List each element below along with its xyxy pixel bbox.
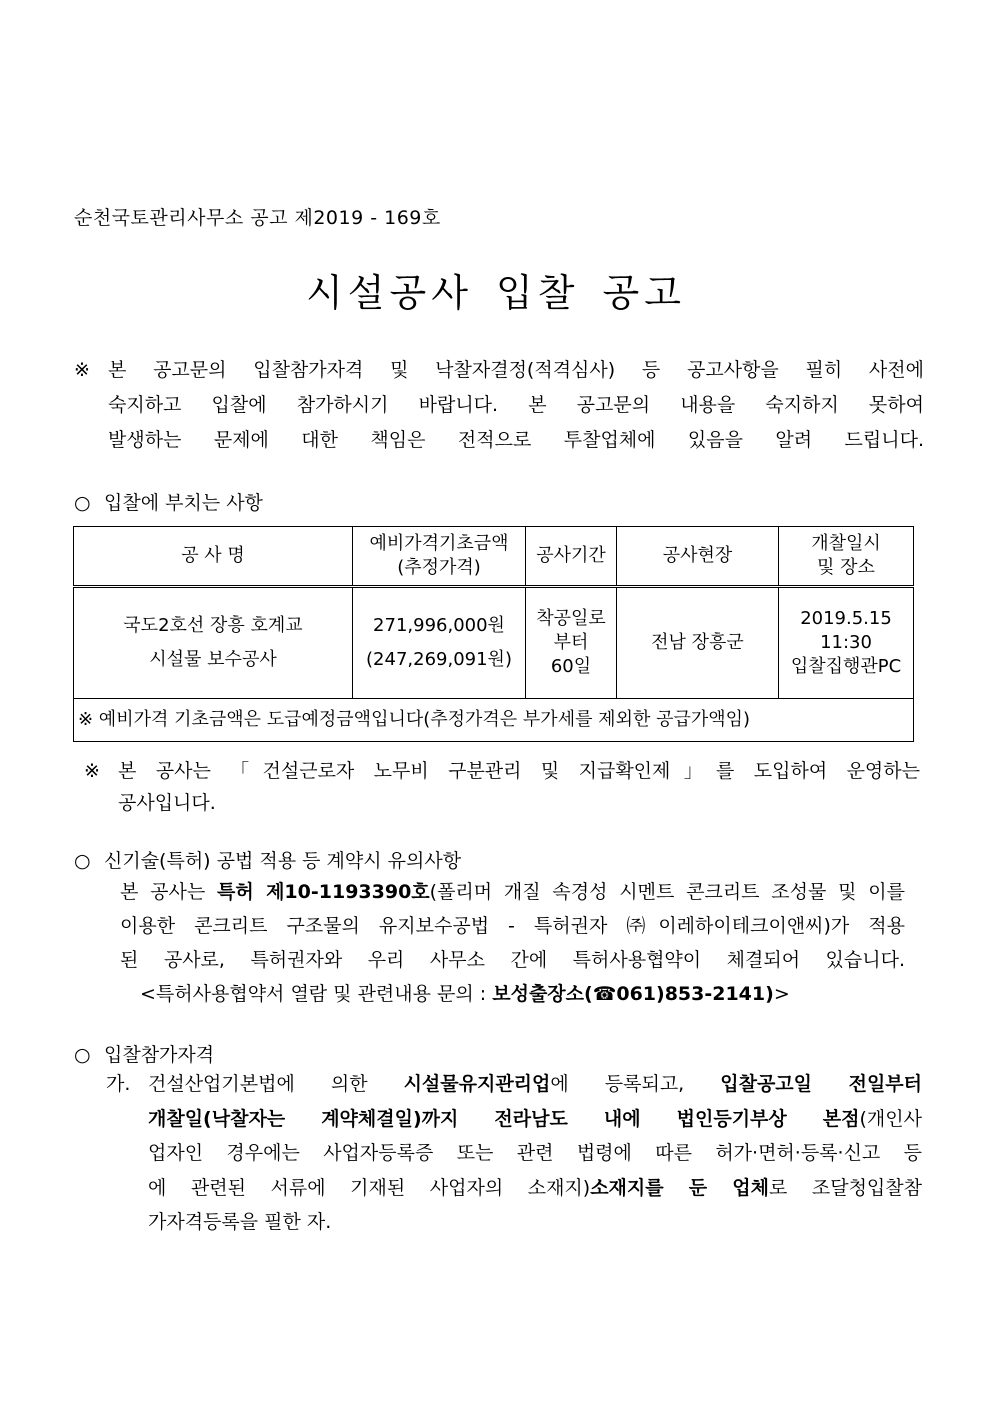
circle-bullet-icon: ○: [74, 1044, 91, 1066]
patent-paragraph: [120, 875, 905, 1011]
cell-text: 착공일로: [536, 608, 606, 629]
patent-line-2: 이용한 콘크리트 구조물의 유지보수공법 - 특허권자 ㈜이레하이테크이앤씨)가 적용: [120, 915, 905, 937]
qual-bold: 소재지를 둔 업체: [590, 1176, 769, 1199]
table-row: [74, 587, 914, 699]
labor-note-text: 본 공사는 「건설근로자 노무비 구분관리 및 지급확인제」를 도입하여 운영하는: [118, 760, 920, 782]
circle-bullet-icon: ○: [74, 850, 91, 872]
header-text: 예비가격기초금액: [369, 533, 509, 554]
patent-line-4: [120, 977, 905, 1011]
document-number: 순천국토관리사무소 공고 제2019 - 169호: [74, 207, 441, 229]
qual-text: 건설산업기본법에 의한: [148, 1073, 404, 1095]
qual-line-1: [106, 1067, 922, 1102]
cell-opening: [779, 587, 914, 699]
notice-line-3: 발생하는 문제에 대한 책임은 전적으로 투찰업체에 있음을 알려 드립니다.: [108, 429, 924, 451]
cell-text: 2019.5.15: [800, 608, 892, 629]
cell-text: 입찰집행관PC: [790, 656, 902, 677]
section-heading-qualification: [74, 1040, 214, 1067]
section-title: 신기술(특허) 공법 적용 등 계약시 유의사항: [104, 850, 462, 872]
cell-base-price: [353, 587, 526, 699]
reference-mark: ※: [84, 760, 100, 782]
qual-bold: 개찰일(낙찰자는 계약체결일)까지 전라남도 내에 법인등기부상 본점: [148, 1107, 860, 1130]
header-base-price: [353, 527, 526, 587]
header-text: 및 장소: [817, 557, 875, 578]
qual-line-4: [106, 1171, 922, 1206]
notice-text-1: 본 공고문의 입찰참가자격 및 낙찰자결정(적격심사) 등 공고사항을 필히 사전에: [108, 359, 924, 381]
notice-line-2: 숙지하고 입찰에 참가하시기 바랍니다. 본 공고문의 내용을 숙지하지 못하여: [108, 394, 924, 416]
patent-text: (폴리머 개질 속경성 시멘트 콘크리트 조성물 및 이를: [429, 881, 906, 903]
qual-line-5: 가자격등록을 필한 자.: [148, 1211, 332, 1233]
inquiry-contact: 보성출장소(☎061)853-2141): [492, 983, 774, 1005]
labor-note-line-1: [84, 755, 920, 787]
header-period: 공사기간: [526, 527, 617, 587]
reference-mark: ※: [74, 359, 90, 381]
qual-line-2: [106, 1102, 922, 1137]
section-title: 입찰참가자격: [104, 1044, 215, 1066]
item-label: 가.: [106, 1073, 131, 1095]
patent-text: 본 공사는: [120, 881, 217, 903]
qualification-paragraph: [106, 1067, 922, 1240]
cell-text: 부터: [553, 632, 589, 653]
table-note: ※ 예비가격 기초금액은 도급예정금액입니다(추정가격은 부가세를 제외한 공급가액임): [74, 699, 914, 742]
header-text: (추정가격): [397, 557, 481, 578]
inquiry-text: <특허사용협약서 열람 및 관련내용 문의 :: [140, 983, 493, 1005]
header-opening: [779, 527, 914, 587]
cell-text: (247,269,091원): [366, 649, 512, 670]
labor-note-line-2: 공사입니다.: [118, 792, 216, 814]
cell-project-name: [74, 587, 353, 699]
qual-line-3: 업자인 경우에는 사업자등록증 또는 관련 법령에 따른 허가·면허·등록·신고 등: [148, 1142, 922, 1164]
notice-block: [74, 353, 924, 458]
bid-table: [73, 526, 914, 742]
cell-text: 시설물 보수공사: [149, 649, 277, 670]
table-header-row: [74, 527, 914, 587]
table-note-row: [74, 699, 914, 742]
patent-number: 특허 제10-1193390호: [217, 881, 430, 903]
cell-text: 국도2호선 장흥 호계교: [123, 615, 303, 636]
patent-line-1: [120, 875, 905, 909]
qual-text: 로 조달청입찰참: [768, 1176, 922, 1199]
qual-bold: 입찰공고일 전일부터: [720, 1073, 923, 1095]
cell-site: 전남 장흥군: [617, 587, 779, 699]
cell-text: 60일: [550, 656, 592, 677]
section-heading-bid-items: [74, 488, 263, 515]
section-title: 입찰에 부치는 사항: [104, 492, 263, 514]
header-text: 개찰일시: [811, 533, 881, 554]
notice-line-1: [74, 353, 924, 388]
cell-text: 11:30: [820, 632, 872, 653]
qual-text: 에 관련된 서류에 기재된 사업자의 소재지): [148, 1176, 591, 1199]
patent-line-3: 된 공사로, 특허권자와 우리 사무소 간에 특허사용협약이 체결되어 있습니다.: [120, 949, 905, 971]
header-site: 공사현장: [617, 527, 779, 587]
section-heading-patent: [74, 846, 461, 873]
qual-text: (개인사: [859, 1107, 922, 1130]
cell-period: [526, 587, 617, 699]
qual-bold: 시설물유지관리업: [403, 1073, 551, 1095]
qual-text: 에 등록되고,: [550, 1073, 721, 1095]
header-project-name: 공 사 명: [74, 527, 353, 587]
circle-bullet-icon: ○: [74, 492, 91, 514]
page-title: 시설공사 입찰 공고: [306, 271, 686, 315]
cell-text: 271,996,000원: [373, 615, 505, 636]
inquiry-text: >: [773, 983, 790, 1005]
labor-cost-note: [84, 755, 920, 819]
